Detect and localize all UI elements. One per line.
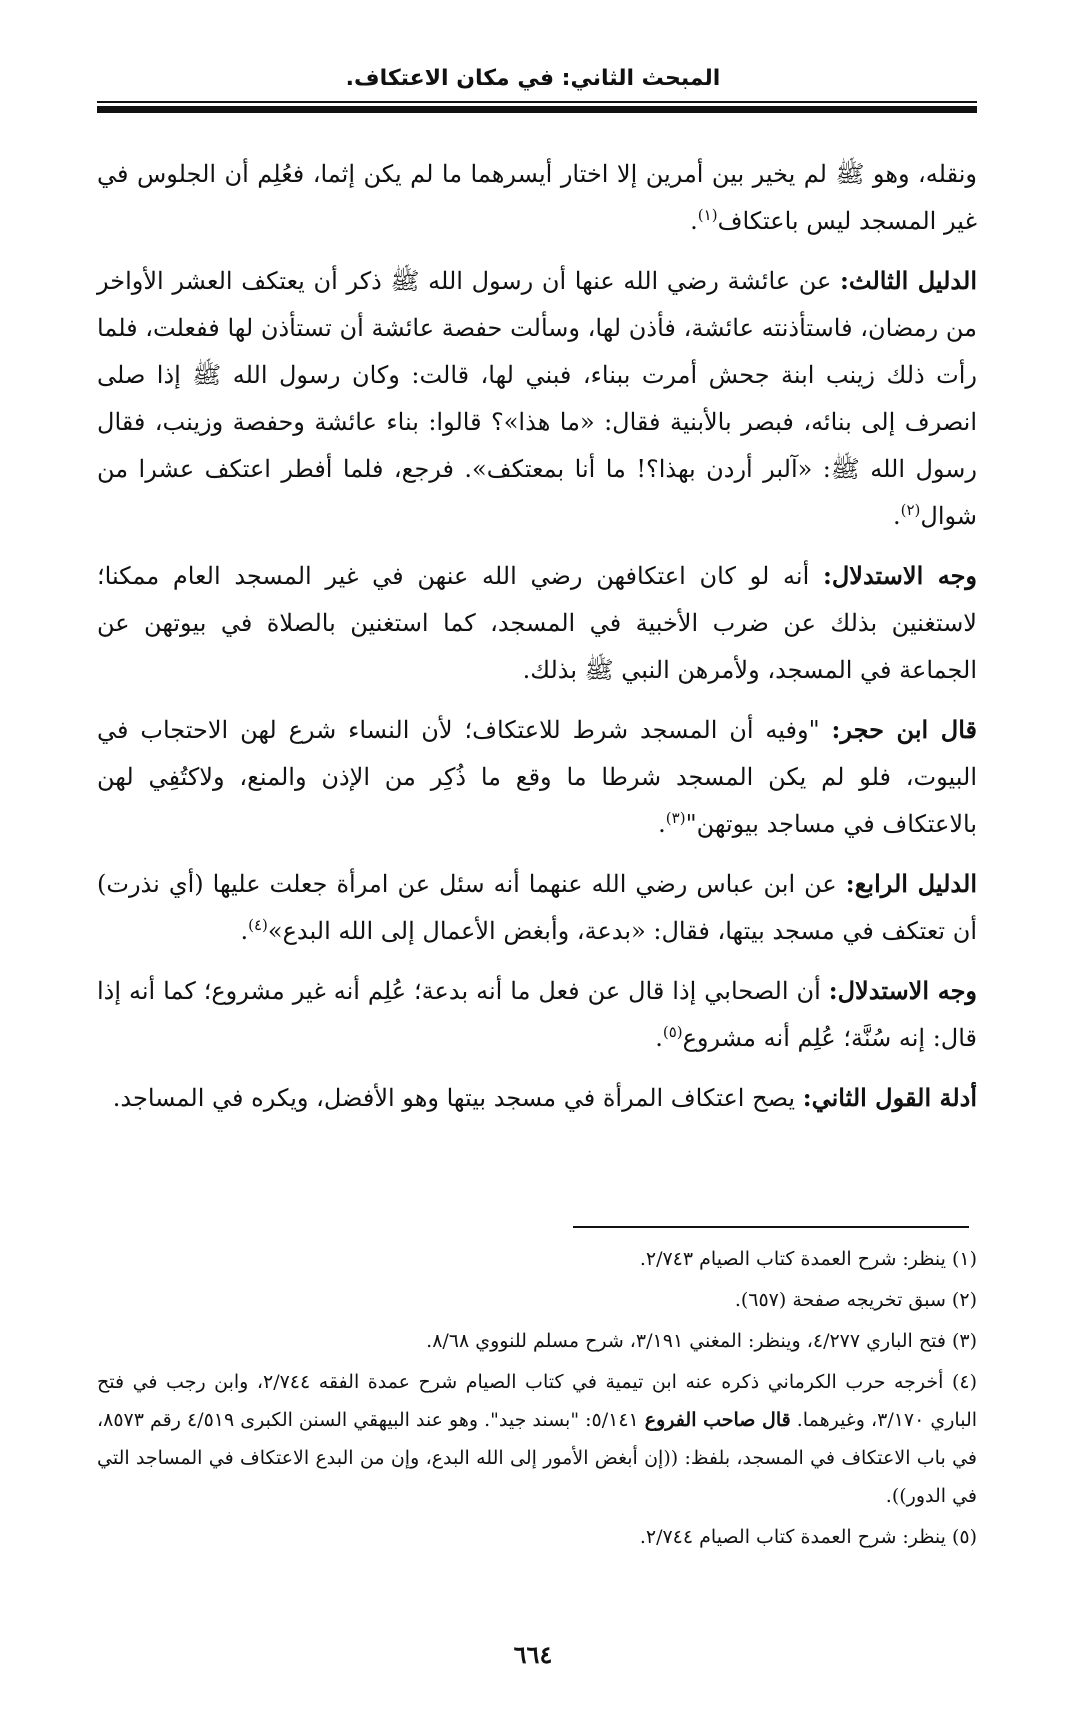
paragraph-evidence-four: الدليل الرابع: عن ابن عباس رضي الله عنهما أنه سئل عن امرأة جعلت عليها (أي نذرت) أن تعتكف في مسجد بيتها، فقال: «بدعة، وأبغض الأعمال إلى الله البدع»$^{(٤)}$.	[97, 869, 977, 945]
main-text	[97, 150, 977, 1134]
page-number: ٦٦٤	[513, 1640, 553, 1669]
paragraph-ibn-hajar-quote: قال ابن حجر: "وفيه أن المسجد شرط للاعتكاف؛ لأن النساء شرع لهن الاحتجاب في البيوت، فلو لم يكن المسجد شرطا ما وقع ما ذُكِر من الإذن والمنع، ولاكتُفِي لهن بالاعتكاف في مساجد بيوتهن"$^{(٣)}$.	[97, 715, 977, 838]
paragraph-continuation: ونقله، وهو ﷺ لم يخير بين أمرين إلا اختار أيسرهما ما لم يكن إثما، فعُلِم أن الجلوس في غير المسجد ليس باعتكاف$^{(١)}$.	[97, 160, 978, 235]
header-rule-thick	[97, 106, 977, 113]
paragraph-second-opinion: أدلة القول الثاني: يصح اعتكاف المرأة في مسجد بيتها وهو الأفضل، ويكره في المساجد.	[112, 1083, 977, 1112]
footnotes	[97, 1240, 977, 1559]
running-header: المبحث الثاني: في مكان الاعتكاف.	[345, 66, 721, 91]
paragraph-inference-one: وجه الاستدلال: أنه لو كان اعتكافهن رضي الله عنهن في غير المسجد العام ممكنا؛ لاستغنين بذلك عن ضرب الأخبية في المسجد، كما استغنين بالصلاة في بيوتهن عن الجماعة في المسجد، ولأمرهن النبي ﷺ بذلك.	[97, 561, 977, 684]
footnote-item: (١) ينظر: شرح العمدة كتاب الصيام ٢/٧٤٣.	[639, 1248, 977, 1270]
paragraph-label: الدليل الثالث:	[840, 266, 978, 295]
footnote-item: (٥) ينظر: شرح العمدة كتاب الصيام ٢/٧٤٤.	[639, 1526, 977, 1548]
footnote-item: (٢) سبق تخريجه صفحة (٦٥٧).	[734, 1289, 977, 1311]
paragraph-inference-two: وجه الاستدلال: أن الصحابي إذا قال عن فعل ما أنه بدعة؛ عُلِم أنه غير مشروع؛ كما أنه إذا قال: إنه سُنَّة؛ عُلِم أنه مشروع$^{(٥)}$.	[97, 976, 978, 1052]
paragraph-label: أدلة القول الثاني:	[802, 1083, 977, 1112]
paragraph-label: وجه الاستدلال:	[828, 976, 978, 1005]
paragraph-label: الدليل الرابع:	[845, 869, 977, 898]
footnote-ref[interactable]: (٣)	[665, 809, 686, 827]
footnote-ref[interactable]: (٥)	[662, 1023, 683, 1041]
footnote-ref[interactable]: (٢)	[900, 501, 921, 519]
footnote-item: (٣) فتح الباري ٤/٢٧٧، وينظر: المغني ٣/١٩١، شرح مسلم للنووي ٨/٦٨.	[426, 1330, 977, 1352]
footnote-separator	[573, 1226, 969, 1228]
paragraph-evidence-three: الدليل الثالث: عن عائشة رضي الله عنها أن رسول الله ﷺ ذكر أن يعتكف العشر الأواخر من رمضان، فاستأذنته عائشة، فأذن لها، وسألت حفصة عائشة أن تستأذن لها ففعلت، فلما رأت ذلك زينب ابنة جحش أمرت ببناء، فبني لها، قالت: وكان رسول الله ﷺ إذا صلى انصرف إلى بنائه، فبصر بالأبنية فقال: «ما هذا»؟ قالوا: بناء عائشة وحفصة وزينب، فقال رسول الله ﷺ: «آلبر أردن بهذا؟! ما أنا بمعتكف». فرجع، فلما أفطر اعتكف عشرا من شوال$^{(٢)}$.	[97, 266, 978, 530]
paragraph-label: قال ابن حجر:	[831, 715, 977, 744]
footnote-ref[interactable]: (٤)	[248, 916, 268, 934]
header-rule-thin	[97, 101, 977, 103]
paragraph-label: وجه الاستدلال:	[822, 561, 977, 590]
footnote-item: (٤) أخرجه حرب الكرماني ذكره عنه ابن تيمية في كتاب الصيام شرح عمدة الفقه ٢/٧٤٤، وابن رجب في فتح الباري ٣/١٧٠، وغيرهما. قال صاحب الفروع ٥/١٤١: "بسند جيد". وهو عند البيهقي السنن الكبرى ٤/٥١٩ رقم ٨٥٧٣، في باب الاعتكاف في المسجد، بلفظ: ((إن أبغض الأمور إلى الله البدع، وإن من البدع الاعتكاف في المساجد التي في الدور)).	[97, 1371, 978, 1507]
footnote-ref[interactable]: (١)	[697, 206, 718, 224]
